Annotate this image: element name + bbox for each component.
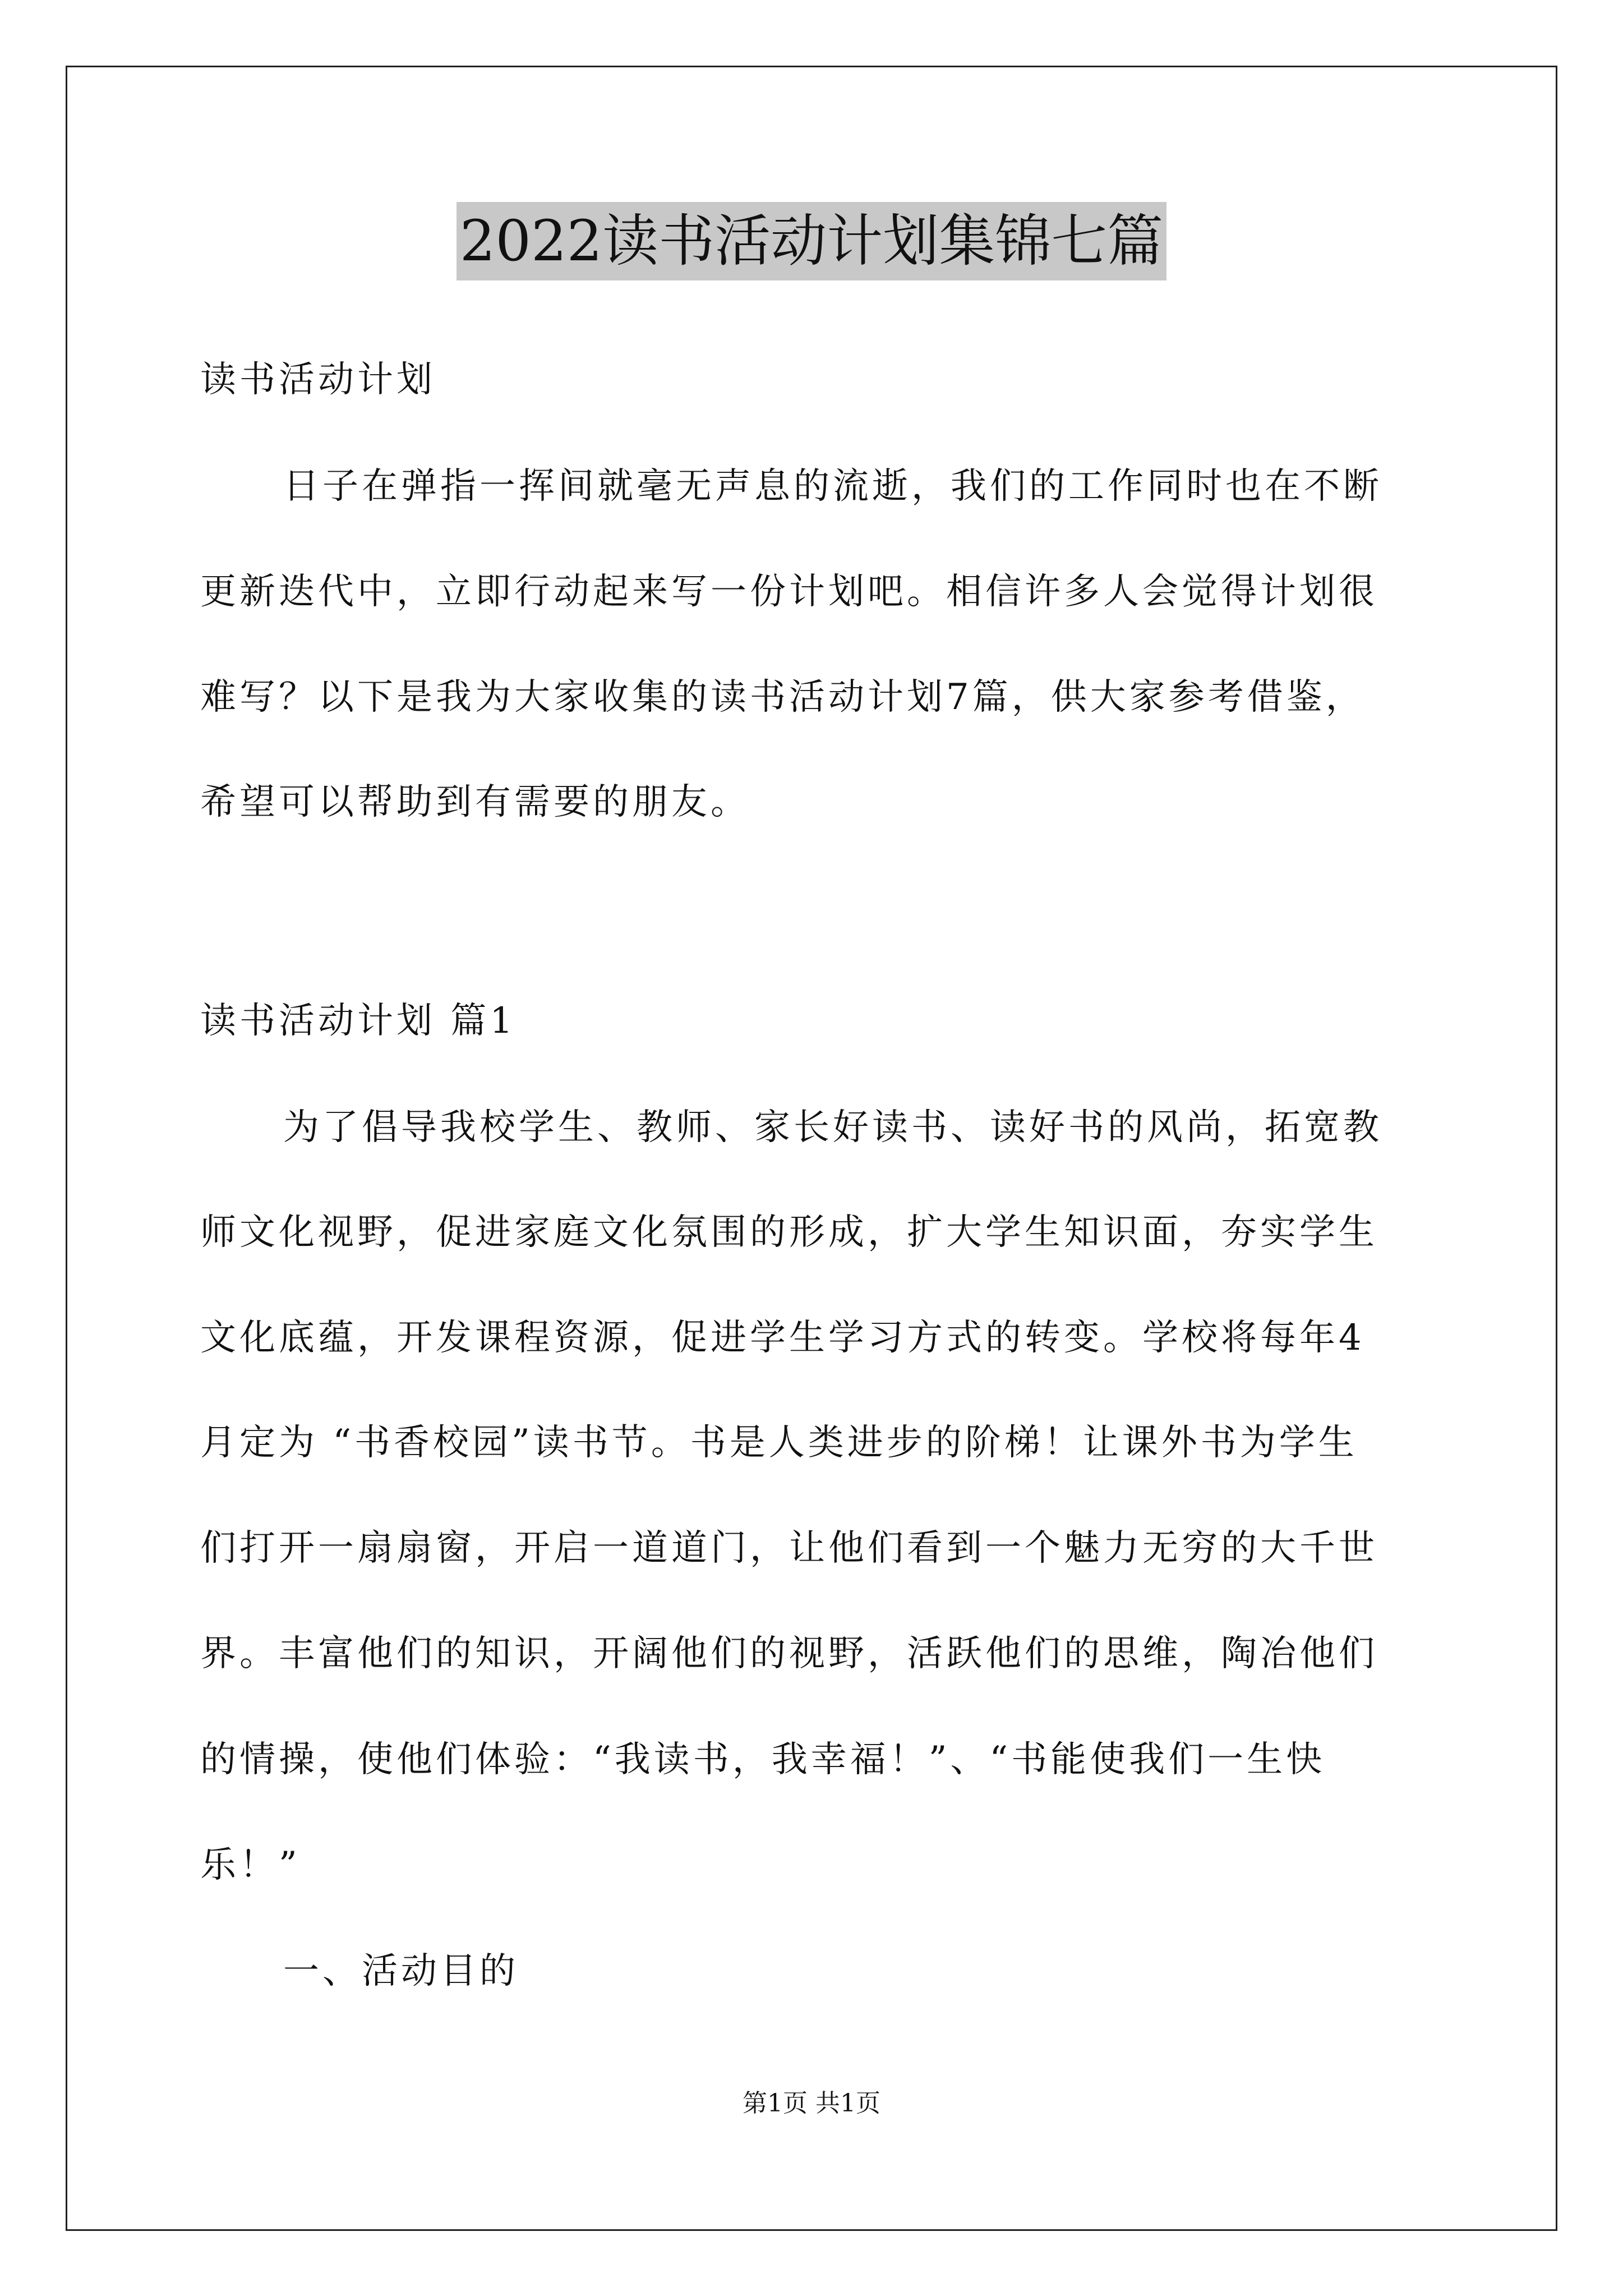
part1-line-8: 乐！” — [200, 1844, 301, 1886]
intro-line-4: 希望可以帮助到有需要的朋友。 — [200, 781, 750, 823]
page-footer: 第1页 共1页 — [743, 2089, 880, 2118]
part1-line-1: 为了倡导我校学生、教师、家长好读书、读好书的风尚，拓宽教 — [283, 1107, 1382, 1148]
part1-line-3: 文化底蕴，开发课程资源，促进学生学习方式的转变。学校将每年4 — [200, 1317, 1365, 1359]
heading-intro: 读书活动计划 — [200, 359, 436, 401]
part1-line-2: 师文化视野，促进家庭文化氛围的形成，扩大学生知识面，夯实学生 — [200, 1212, 1378, 1253]
part1-line-7: 的情操，使他们体验：“我读书，我幸福！”、“书能使我们一生快 — [200, 1739, 1326, 1780]
intro-line-1: 日子在弹指一挥间就毫无声息的流逝，我们的工作同时也在不断 — [283, 466, 1382, 507]
part1-line-4: 月定为 “书香校园”读书节。书是人类进步的阶梯！让课外书为学生 — [200, 1422, 1358, 1464]
section-one-heading: 一、活动目的 — [283, 1950, 519, 1992]
intro-line-2: 更新迭代中，立即行动起来写一份计划吧。相信许多人会觉得计划很 — [200, 571, 1378, 613]
part1-line-6: 界。丰富他们的知识，开阔他们的视野，活跃他们的思维，陶冶他们 — [200, 1633, 1378, 1674]
heading-part1: 读书活动计划 篇1 — [200, 1000, 517, 1042]
title-wrap — [0, 202, 1623, 280]
document-title: 2022读书活动计划集锦七篇 — [457, 202, 1167, 280]
intro-line-3: 难写？以下是我为大家收集的读书活动计划7篇，供大家参考借鉴， — [200, 677, 1365, 718]
part1-line-5: 们打开一扇扇窗，开启一道道门，让他们看到一个魅力无穷的大千世 — [200, 1527, 1378, 1569]
